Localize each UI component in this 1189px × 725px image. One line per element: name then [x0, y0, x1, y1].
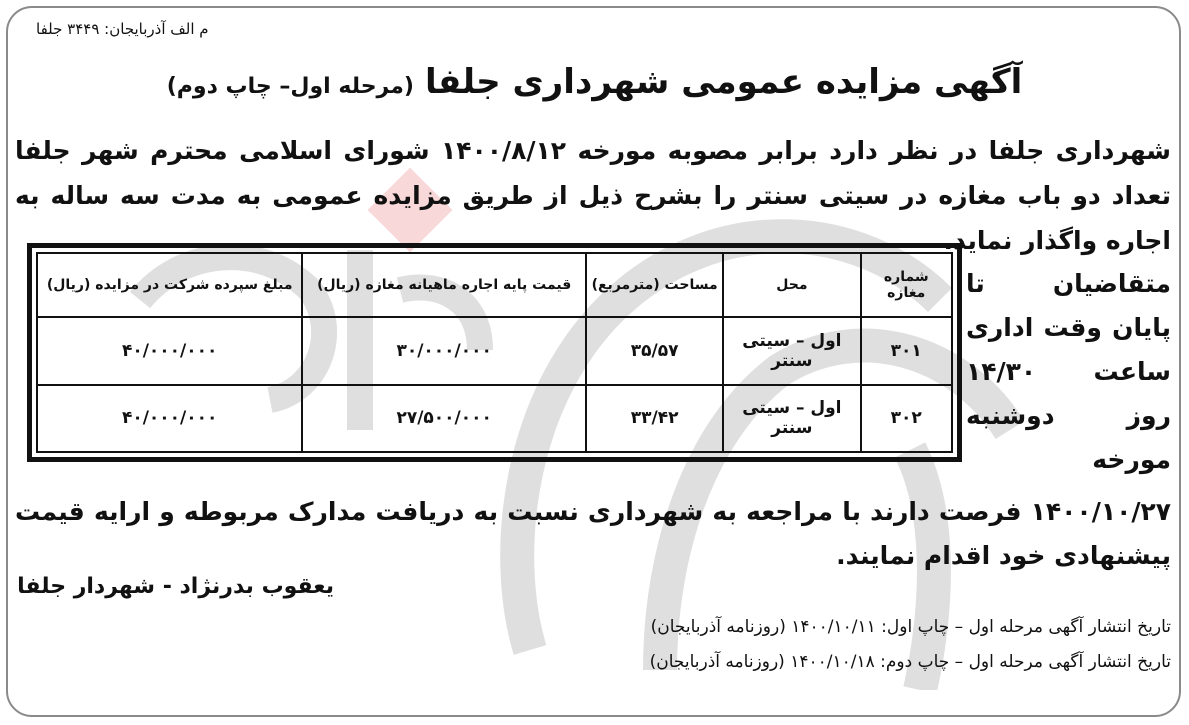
header-location: محل [723, 253, 860, 317]
intro-paragraph: شهرداری جلفا در نظر دارد برابر مصوبه مورخه ۱۴۰۰/۸/۱۲ شورای اسلامی محترم شهر جلفا تعداد دو باب مغازه در سیتی سنتر را بشرح ذیل از طریق مزایده عمومی به مدت سه ساله به اجاره واگذار نماید. [15, 136, 1171, 255]
shops-table [36, 252, 953, 453]
title-main: آگهی مزایده عمومی شهرداری جلفا [425, 62, 1023, 102]
page-title [0, 62, 1189, 102]
cell-area: ۳۵/۵۷ [586, 317, 723, 385]
cell-location: اول – سیتی سنتر [723, 385, 860, 453]
title-sub: (مرحله اول– چاپ دوم) [166, 74, 414, 99]
continuation-paragraph: ۱۴۰۰/۱۰/۲۷ فرصت دارند با مراجعه به شهرداری نسبت به دریافت مدارک مربوطه و ارایه قیمت پیشنهادی خود اقدام نمایند. [15, 497, 1171, 570]
cell-base-price: ۲۷/۵۰۰/۰۰۰ [302, 385, 586, 453]
ad-code: م الف آذربایجان: ۳۴۴۹ جلفا [36, 20, 209, 38]
cell-base-price: ۳۰/۰۰۰/۰۰۰ [302, 317, 586, 385]
cell-deposit: ۴۰/۰۰۰/۰۰۰ [37, 385, 302, 453]
table-row [37, 385, 952, 453]
publication-date-first: تاریخ انتشار آگهی مرحله اول – چاپ اول: ۱۴۰۰/۱۰/۱۱ (روزنامه آذربایجان) [650, 617, 1171, 637]
signature: یعقوب بدرنژاد - شهردار جلفا [17, 574, 334, 599]
cell-area: ۳۳/۴۲ [586, 385, 723, 453]
shops-table-frame [27, 243, 962, 462]
header-base-price: قیمت پایه اجاره ماهیانه مغازه (ریال) [302, 253, 586, 317]
header-shop-no: شماره مغازه [861, 253, 953, 317]
header-area: مساحت (مترمربع) [586, 253, 723, 317]
table-row [37, 317, 952, 385]
publication-date-second: تاریخ انتشار آگهی مرحله اول – چاپ دوم: ۱۴۰۰/۱۰/۱۸ (روزنامه آذربایجان) [649, 652, 1171, 672]
cell-shop-no: ۳۰۲ [861, 385, 953, 453]
table-header-row [37, 253, 952, 317]
cell-shop-no: ۳۰۱ [861, 317, 953, 385]
header-deposit: مبلغ سپرده شرکت در مزایده (ریال) [37, 253, 302, 317]
deadline-paragraph: متقاضیان تا پایان وقت اداری ساعت ۱۴/۳۰ روز دوشنبه مورخه [966, 269, 1171, 474]
cell-location: اول – سیتی سنتر [723, 317, 860, 385]
cell-deposit: ۴۰/۰۰۰/۰۰۰ [37, 317, 302, 385]
